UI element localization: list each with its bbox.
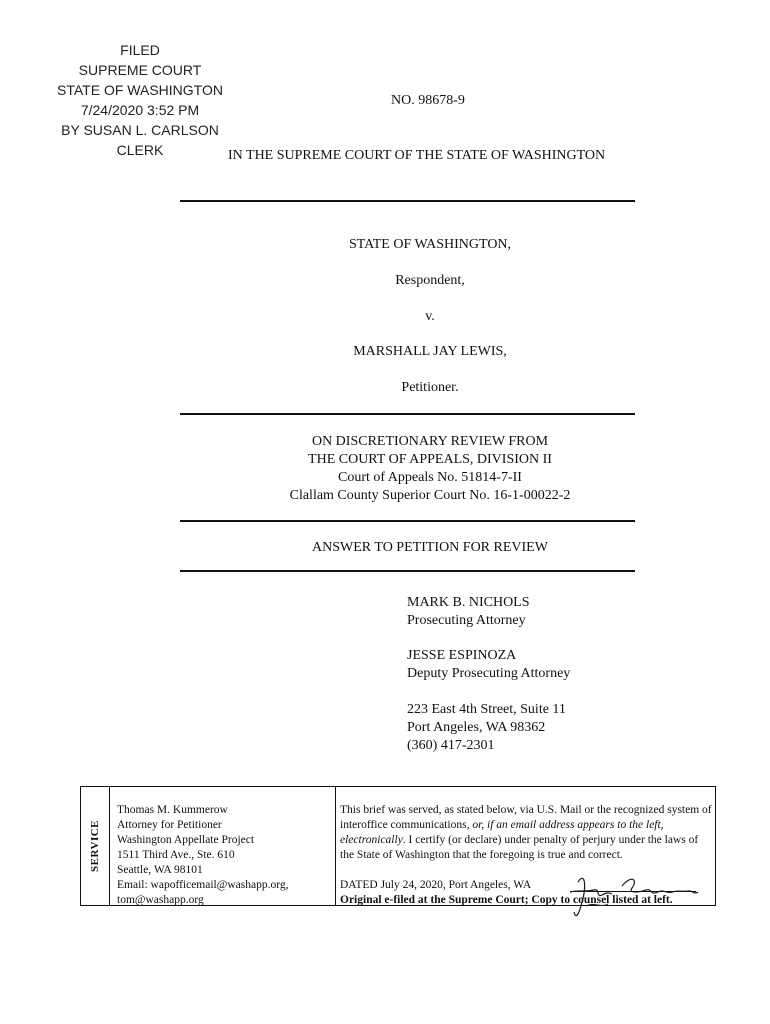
handwritten-signature [482,862,708,922]
cert-text-part-2: . I certify (or declare) under penalty of perjury under the laws of the State of Washington that the foregoing is true and correct. [340,834,699,861]
superior-court-number: Clallam County Superior Court No. 16-1-00022-2 [289,488,571,503]
address-line-1: 223 East 4th Street, Suite 11 [407,702,566,717]
document-title: ANSWER TO PETITION FOR REVIEW [312,540,548,555]
address-line-2: Port Angeles, WA 98362 [407,720,546,735]
service-label: SERVICE [89,819,101,873]
stamp-court: SUPREME COURT [78,62,202,78]
petitioner-role: Petitioner. [401,380,459,395]
counsel-block-1 [407,594,530,630]
court-title: IN THE SUPREME COURT OF THE STATE OF WASHINGTON [228,148,606,163]
recipient-name: Thomas M. Kummerow [117,804,228,816]
stamp-state: STATE OF WASHINGTON [57,82,223,98]
phone-number: (360) 417-2301 [407,738,495,753]
versus: v. [425,309,435,324]
original-efiled-note: Original e-filed at the Supreme Court; Copy to counsel listed at left. [340,894,673,906]
stamp-filed: FILED [120,42,160,58]
cert-text-italic: or, if an email address appears to the left, electronically [340,819,664,846]
cert-text-part-1: This brief was served, as stated below, via U.S. Mail or the recognized system of interoffice communications, [340,804,712,831]
stamp-clerk-name: BY SUSAN L. CARLSON [61,122,219,138]
recipient-address-1: 1511 Third Ave., Ste. 610 [117,849,235,861]
respondent-role: Respondent, [395,273,465,288]
attorney-1-title: Prosecuting Attorney [407,613,526,628]
recipient-role: Attorney for Petitioner [117,819,222,831]
service-recipient [117,803,335,908]
recipient-email-1: Email: wapofficemail@washapp.org, [117,879,289,891]
attorney-2-name: JESSE ESPINOZA [407,648,517,663]
review-block [180,433,680,505]
service-label-cell [81,787,110,905]
recipient-org: Washington Appellate Project [117,834,255,846]
recipient-address-2: Seattle, WA 98101 [117,864,203,876]
stamp-datetime: 7/24/2020 3:52 PM [80,102,200,118]
attorney-2-title: Deputy Prosecuting Attorney [407,666,571,681]
divider-rule [180,413,635,415]
divider-rule [180,520,635,522]
respondent-name: STATE OF WASHINGTON, [348,237,512,252]
certificate-text [340,803,712,863]
review-line-2: THE COURT OF APPEALS, DIVISION II [308,452,552,467]
attorney-1-name: MARK B. NICHOLS [407,595,530,610]
filing-stamp [48,40,232,160]
appeals-number: Court of Appeals No. 51814-7-II [338,470,522,485]
divider-rule [180,570,635,572]
case-number: NO. 98678-9 [391,93,465,108]
divider-rule [180,200,635,202]
dated-line: DATED July 24, 2020, Port Angeles, WA [340,879,532,891]
stamp-clerk: CLERK [116,142,164,158]
counsel-address [407,701,566,755]
review-line-1: ON DISCRETIONARY REVIEW FROM [311,434,549,449]
recipient-email-2: tom@washapp.org [117,894,204,906]
petitioner-name: MARSHALL JAY LEWIS, [353,344,507,359]
counsel-block-2 [407,647,570,683]
